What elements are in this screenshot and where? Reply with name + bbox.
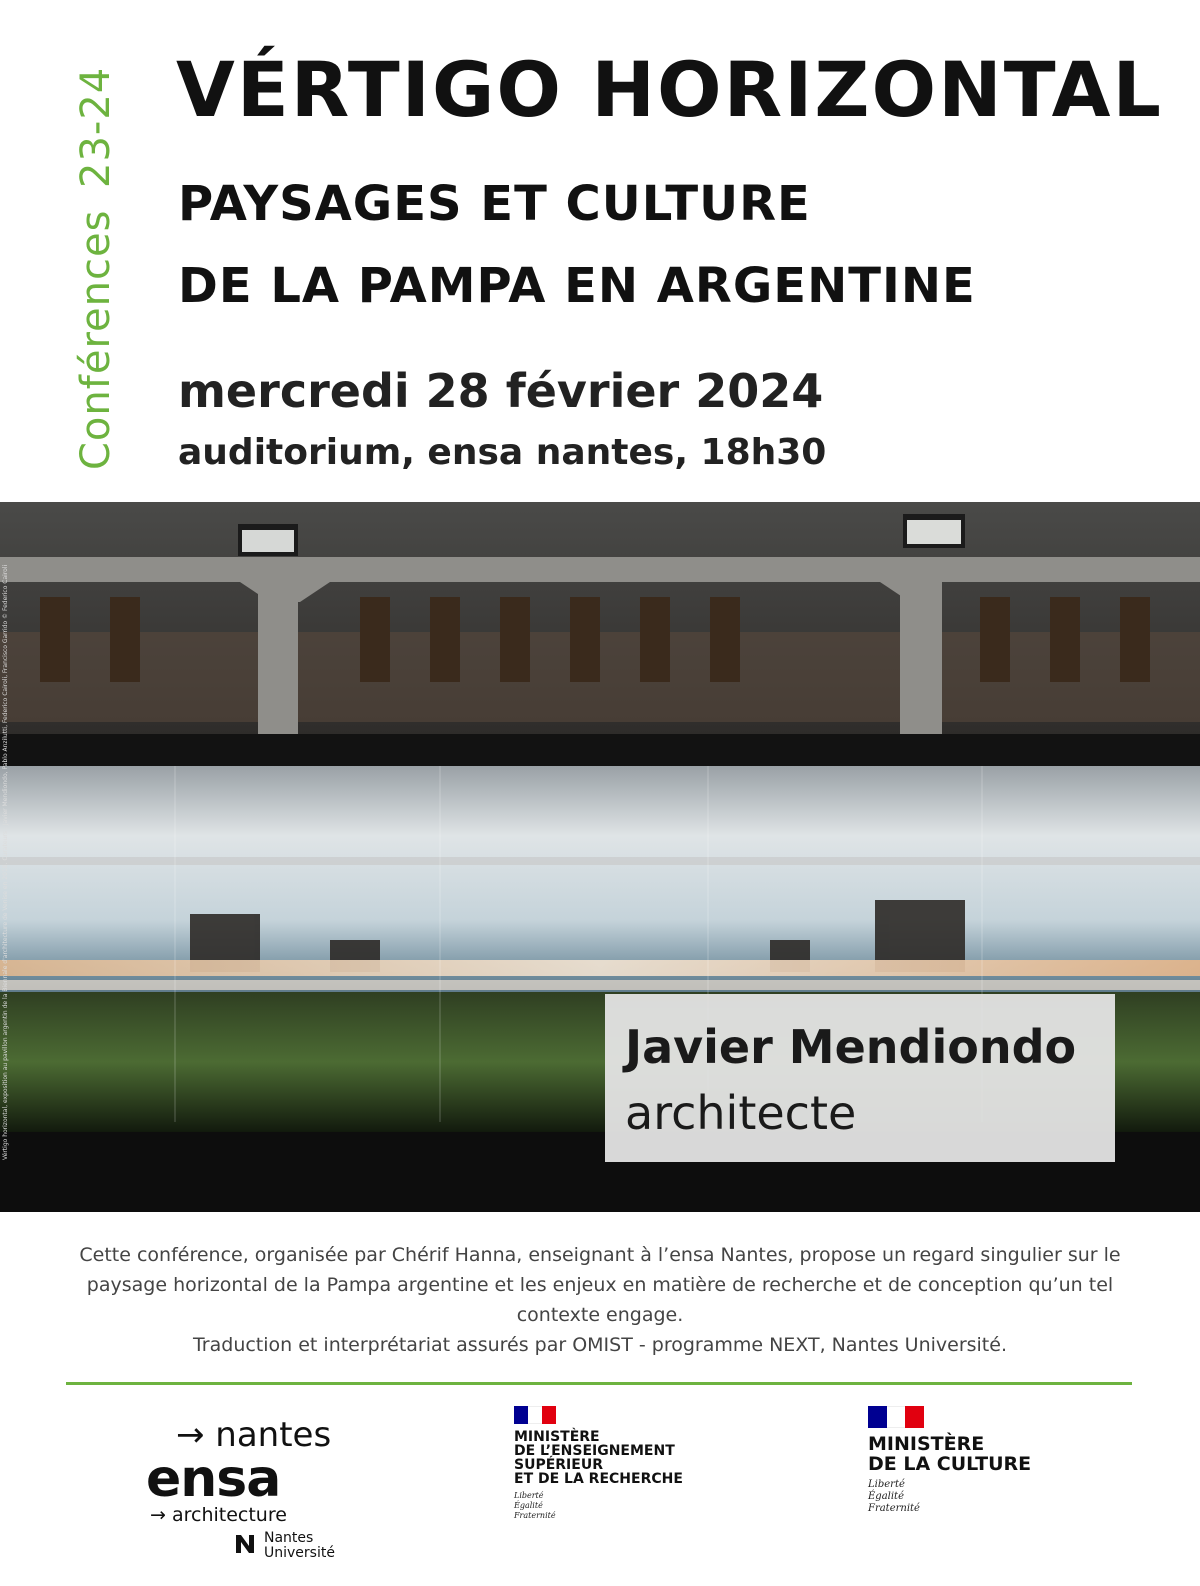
ensa-nantes-logo (146, 1415, 366, 1575)
event-date: mercredi 28 février 2024 (178, 364, 824, 418)
nantes-universite-text (234, 1531, 335, 1561)
universite-line1: Nantes (264, 1530, 314, 1546)
event-subtitle-line1: PAYSAGES ET CULTURE (178, 176, 811, 232)
description-text: Cette conférence, organisée par Chérif Hanna, enseignant à l’ensa Nantes, propose un regard singulier sur le paysage horizontal de la Pampa argentine et les enjeux en matière de recherche et de conception qu’un tel contexte engage. (79, 1244, 1121, 1326)
speaker-box (605, 994, 1115, 1162)
ensa-logo-architecture: → architecture (150, 1504, 287, 1526)
event-description (50, 1240, 1150, 1360)
translation-note: Traduction et interprétariat assurés par OMIST - programme NEXT, Nantes Université. (192, 1334, 1007, 1356)
event-title: VÉRTIGO HORIZONTAL (176, 45, 1163, 134)
series-name: Conférences (73, 209, 119, 470)
series-label (68, 40, 124, 470)
series-season: 23-24 (73, 66, 119, 188)
mesr-logo (514, 1406, 714, 1526)
marianne-flag-icon (868, 1406, 924, 1428)
mesr-motto: Liberté Égalité Fraternité (514, 1491, 556, 1520)
speaker-role: architecte (625, 1086, 857, 1140)
ensa-logo-nantes: → nantes (176, 1415, 332, 1455)
culture-motto: Liberté Égalité Fraternité (868, 1479, 920, 1514)
speaker-name: Javier Mendiondo (625, 1020, 1077, 1074)
divider (66, 1382, 1132, 1385)
event-subtitle-line2: DE LA PAMPA EN ARGENTINE (178, 258, 976, 314)
marianne-flag-icon (514, 1406, 556, 1424)
culture-ministry-logo (868, 1406, 1068, 1546)
mesr-name: MINISTÈRE DE L’ENSEIGNEMENT SUPÉRIEUR ET DE LA RECHERCHE (514, 1429, 683, 1487)
ensa-logo-ensa: ensa (146, 1449, 281, 1509)
culture-ministry-name: MINISTÈRE DE LA CULTURE (868, 1433, 1032, 1475)
event-venue: auditorium, ensa nantes, 18h30 (178, 432, 827, 473)
photo-credit (2, 1146, 562, 1160)
universite-line2: Université (264, 1545, 335, 1561)
